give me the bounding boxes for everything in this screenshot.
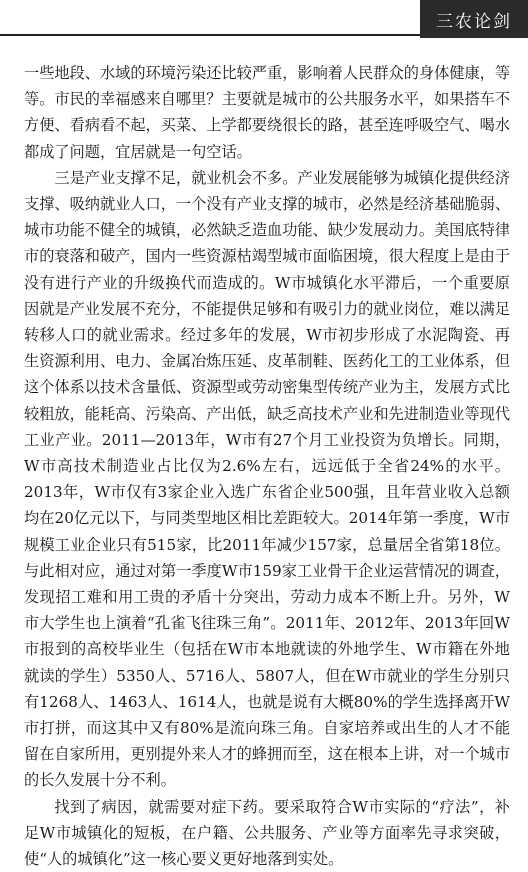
section-tag: 三农论剑 xyxy=(420,0,528,38)
paragraph-industry-support: 三是产业支撑不足，就业机会不多。产业发展能够为城镇化提供经济支撑、吸纳就业人口，一个没有产业支撑的城市，必然是经济基础脆弱、城市功能不健全的城镇，必然缺乏造血功能、缺少发展动力。美国底特律市的衰落和破产，国内一些资源枯竭型城市面临困境，很大程度上是由于没有进行产业的升级换代而造成的。W市城镇化水平滞后，一个重要原因就是产业发展不充分，不能提供足够和有吸引力的就业岗位，难以满足转移人口的就业需求。经过多年的发展，W市初步形成了水泥陶瓷、再生资源利用、电力、金属冶炼压延、皮革制鞋、医药化工的工业体系，但这个体系以技术含量低、资源型或劳动密集型传统产业为主，发展方式比较粗放，能耗高、污染高、产出低，缺乏高技术产业和先进制造业等现代工业产业。2011—2013年，W市有27个月工业投资为负增长。同期，W市高技术制造业占比仅为2.6%左右，远远低于全省24%的水平。2013年，W市仅有3家企业入选广东省企业500强，且年营业收入总额均在20亿元以下，与同类型地区相比差距较大。2014年第一季度，W市规模工业企业只有515家，比2011年减少157家，总量居全省第18位。与此相对应，通过对第一季度W市159家工业骨干企业运营情况的调查，发现招工难和用工贵的矛盾十分突出，劳动力成本不断上升。另外，W市大学生也上演着“孔雀飞往珠三角”。2011年、2012年、2013年回W市报到的高校毕业生（包括在W市本地就读的外地学生、W市籍在外地就读的学生）5350人、5716人、5807人，但在W市就业的学生分别只有1268人、1463人、1614人，也就是说有大概80%的学生选择离开W市打拼，而这其中又有80%是流向珠三角。自家培养或出生的人才不能留在自家所用，更别提外来人才的蜂拥而至，这在根本上讲，对一个城市的长久发展十分不利。 xyxy=(24,168,511,790)
paragraph-continuation: 一些地段、水域的环境污染还比较严重，影响着人民群众的身体健康，等等。市民的幸福感来自哪里？主要就是城市的公共服务水平，如果搭车不方便、看病看不起，买菜、上学都要绕很长的路，甚至连呼吸空气、喝水都成了问题，宜居就是一句空话。 xyxy=(24,64,510,161)
header-rule xyxy=(0,34,420,36)
paragraph-remedy: 找到了病因，就需要对症下药。要采取符合W市实际的“疗法”，补足W市城镇化的短板，在户籍、公共服务、产业等方面率先寻求突破，使“人的城镇化”这一核心要义更好地落到实处。 xyxy=(24,797,510,869)
article-body xyxy=(24,60,510,872)
